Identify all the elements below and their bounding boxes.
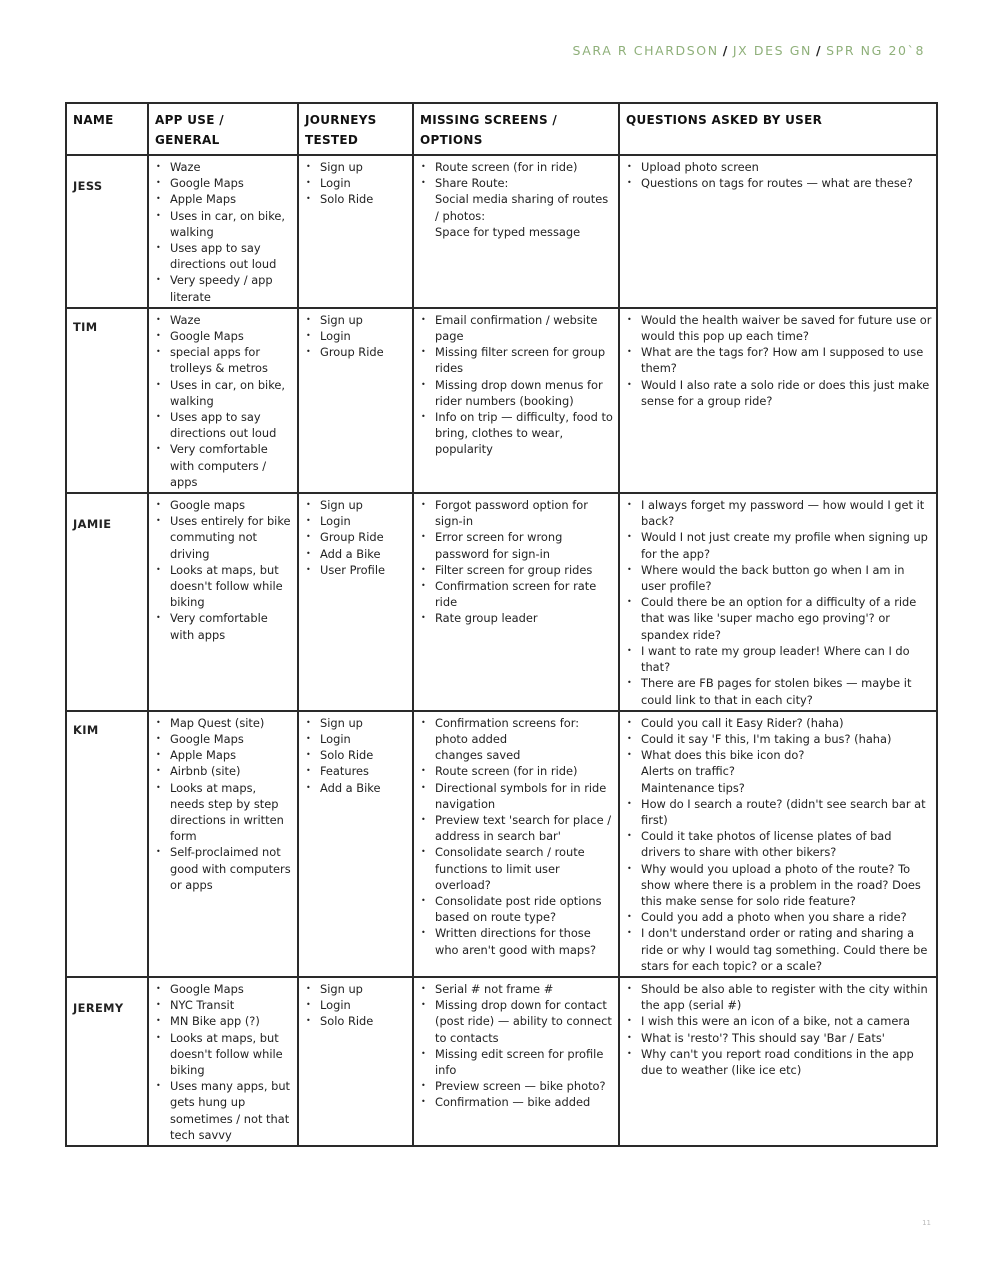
questions-cell — [619, 155, 937, 308]
list-item: • Written directions for those who aren't good with maps? — [419, 925, 614, 957]
list-item: • Apple Maps — [154, 191, 293, 207]
app-use-list — [154, 981, 293, 1143]
app-use-cell — [148, 308, 298, 493]
app-use-list — [154, 497, 293, 643]
questions-list — [625, 497, 932, 708]
participant-name: JESS — [66, 155, 148, 308]
list-item: • Sign up — [304, 312, 408, 328]
list-item: • Login — [304, 175, 408, 191]
missing-screens-list — [419, 981, 614, 1111]
list-item: • Uses many apps, but gets hung up sometimes / not that tech savvy — [154, 1078, 293, 1143]
list-item: • How do I search a route? (didn't see search bar at first) — [625, 796, 932, 828]
list-item: • Login — [304, 731, 408, 747]
table-header-row — [66, 103, 937, 155]
list-item: • Google Maps — [154, 328, 293, 344]
list-item: • Login — [304, 328, 408, 344]
list-item: • Could you add a photo when you share a ride? — [625, 909, 932, 925]
header-separator: / — [815, 43, 823, 58]
list-item: • I always forget my password — how would I get it back? — [625, 497, 932, 529]
questions-cell — [619, 711, 937, 977]
table-row — [66, 711, 937, 977]
list-item: • I want to rate my group leader! Where can I do that? — [625, 643, 932, 675]
journeys-cell — [298, 155, 413, 308]
missing-screens-list — [419, 715, 614, 958]
list-item: • Serial # not frame # — [419, 981, 614, 997]
list-item: • Airbnb (site) — [154, 763, 293, 779]
list-item: • Missing edit screen for profile info — [419, 1046, 614, 1078]
missing-screens-list — [419, 312, 614, 458]
list-item: Maintenance tips? — [641, 780, 745, 795]
list-item: • Preview screen — bike photo? — [419, 1078, 614, 1094]
list-item: • Share Route: — [419, 175, 614, 191]
questions-cell — [619, 977, 937, 1146]
list-item: • Filter screen for group rides — [419, 562, 614, 578]
app-use-cell — [148, 493, 298, 711]
table-row — [66, 977, 937, 1146]
list-item: • Google Maps — [154, 981, 293, 997]
list-item: • Login — [304, 997, 408, 1013]
list-item: • Sign up — [304, 981, 408, 997]
list-item: • NYC Transit — [154, 997, 293, 1013]
list-item: • I don't understand order or rating and sharing a ride or why I would tag something. Could there be stars for each topic? or a scale? — [625, 925, 932, 974]
participant-name: JAMIE — [66, 493, 148, 711]
list-item: changes saved — [435, 748, 521, 763]
list-item: • special apps for trolleys & metros — [154, 344, 293, 376]
column-header-questions: QUESTIONS ASKED BY USER — [619, 103, 937, 155]
questions-list — [625, 981, 932, 1078]
list-item: • Missing filter screen for group rides — [419, 344, 614, 376]
list-item: • What does this bike icon do? — [625, 747, 932, 763]
list-item: • Very comfortable with computers / apps — [154, 441, 293, 490]
journeys-list — [304, 159, 408, 208]
list-item: • Could there be an option for a difficulty of a ride that was like 'super macho ego proving'? or spandex ride? — [625, 594, 932, 643]
list-item: • Missing drop down for contact (post ride) — ability to connect to contacts — [419, 997, 614, 1046]
questions-cell — [619, 308, 937, 493]
list-item: • Uses in car, on bike, walking — [154, 208, 293, 240]
list-item: • Would I also rate a solo ride or does this just make sense for a group ride? — [625, 377, 932, 409]
app-use-cell — [148, 155, 298, 308]
list-item: • Uses in car, on bike, walking — [154, 377, 293, 409]
app-use-cell — [148, 711, 298, 977]
page-header — [573, 43, 926, 58]
list-item: • What are the tags for? How am I supposed to use them? — [625, 344, 932, 376]
list-item: • Email confirmation / website page — [419, 312, 614, 344]
missing-screens-cell — [413, 155, 619, 308]
list-item: • Add a Bike — [304, 546, 408, 562]
list-item: • Looks at maps, but doesn't follow while biking — [154, 562, 293, 611]
list-item: • Solo Ride — [304, 191, 408, 207]
app-use-list — [154, 159, 293, 305]
participant-name: KIM — [66, 711, 148, 977]
list-item: • Google maps — [154, 497, 293, 513]
table-row — [66, 155, 937, 308]
column-header-journeys: JOURNEYS TESTED — [298, 103, 413, 155]
participant-name: TIM — [66, 308, 148, 493]
list-item: • Group Ride — [304, 344, 408, 360]
term-label: SPR NG 20`8 — [826, 43, 925, 58]
list-item: • Route screen (for in ride) — [419, 763, 614, 779]
list-item: • Sign up — [304, 715, 408, 731]
list-item: • Looks at maps, needs step by step directions in written form — [154, 780, 293, 845]
list-item: • Should be also able to register with the city within the app (serial #) — [625, 981, 932, 1013]
list-item: • Waze — [154, 312, 293, 328]
list-item: • Uses entirely for bike commuting not driving — [154, 513, 293, 562]
list-item: photo added — [435, 731, 508, 746]
journeys-cell — [298, 711, 413, 977]
list-item: • Uses app to say directions out loud — [154, 409, 293, 441]
list-item: • Very comfortable with apps — [154, 610, 293, 642]
list-item: • Consolidate post ride options based on route type? — [419, 893, 614, 925]
list-item: • Info on trip — difficulty, food to bring, clothes to wear, popularity — [419, 409, 614, 458]
journeys-list — [304, 981, 408, 1030]
journeys-list — [304, 497, 408, 578]
missing-screens-cell — [413, 977, 619, 1146]
list-item: • Waze — [154, 159, 293, 175]
list-item: • Apple Maps — [154, 747, 293, 763]
list-item: • Preview text 'search for place / address in search bar' — [419, 812, 614, 844]
list-item: • Solo Ride — [304, 747, 408, 763]
list-item: • Could it take photos of license plates of bad drivers to share with other bikers? — [625, 828, 932, 860]
questions-cell — [619, 493, 937, 711]
missing-screens-cell — [413, 308, 619, 493]
questions-list — [625, 312, 932, 409]
column-header-name: NAME — [66, 103, 148, 155]
list-item: Alerts on traffic? — [641, 764, 735, 779]
course-name: JX DES GN — [732, 43, 812, 58]
list-item: • Would I not just create my profile when signing up for the app? — [625, 529, 932, 561]
table-row — [66, 308, 937, 493]
page-number: 11 — [922, 1219, 931, 1227]
list-item: • Sign up — [304, 159, 408, 175]
list-item: • MN Bike app (?) — [154, 1013, 293, 1029]
list-item: • Looks at maps, but doesn't follow while biking — [154, 1030, 293, 1079]
list-item: • Error screen for wrong password for sign-in — [419, 529, 614, 561]
list-item: • Very speedy / app literate — [154, 272, 293, 304]
journeys-cell — [298, 977, 413, 1146]
missing-screens-cell — [413, 493, 619, 711]
list-item: • Why can't you report road conditions in the app due to weather (like ice etc) — [625, 1046, 932, 1078]
list-item: • What is 'resto'? This should say 'Bar / Eats' — [625, 1030, 932, 1046]
list-item: • Features — [304, 763, 408, 779]
author-name: SARA R CHARDSON — [572, 43, 719, 58]
journeys-cell — [298, 493, 413, 711]
list-item: • Would the health waiver be saved for future use or would this pop up each time? — [625, 312, 932, 344]
app-use-list — [154, 312, 293, 490]
list-item: • Add a Bike — [304, 780, 408, 796]
header-separator: / — [722, 43, 729, 58]
column-header-missing: MISSING SCREENS / OPTIONS — [413, 103, 619, 155]
list-item: • There are FB pages for stolen bikes — maybe it could link to that in each city? — [625, 675, 932, 707]
list-item: • Consolidate search / route functions to limit user overload? — [419, 844, 614, 893]
list-item: • Confirmation — bike added — [419, 1094, 614, 1110]
list-item: • Missing drop down menus for rider numbers (booking) — [419, 377, 614, 409]
questions-list — [625, 715, 932, 974]
list-item: • Self-proclaimed not good with computers or apps — [154, 844, 293, 893]
list-item: • Why would you upload a photo of the route? To show where there is a problem in the road? Does this make sense for solo ride feature? — [625, 861, 932, 910]
list-item: • Map Quest (site) — [154, 715, 293, 731]
list-item: • Questions on tags for routes — what are these? — [625, 175, 932, 191]
list-item: • Could it say 'F this, I'm taking a bus? (haha) — [625, 731, 932, 747]
app-use-list — [154, 715, 293, 893]
journeys-list — [304, 715, 408, 796]
list-item: • Rate group leader — [419, 610, 614, 626]
list-item: • User Profile — [304, 562, 408, 578]
list-item: • Confirmation screens for: — [419, 715, 614, 731]
list-item: Space for typed message — [435, 224, 581, 239]
missing-screens-list — [419, 159, 614, 240]
list-item: • Confirmation screen for rate ride — [419, 578, 614, 610]
app-use-cell — [148, 977, 298, 1146]
list-item: • Directional symbols for in ride navigation — [419, 780, 614, 812]
participant-name: JEREMY — [66, 977, 148, 1146]
table-row — [66, 493, 937, 711]
list-item: • Google Maps — [154, 731, 293, 747]
list-item: • Where would the back button go when I am in user profile? — [625, 562, 932, 594]
user-testing-table — [65, 102, 938, 1147]
list-item: • Login — [304, 513, 408, 529]
missing-screens-list — [419, 497, 614, 627]
list-item: • Forgot password option for sign-in — [419, 497, 614, 529]
missing-screens-cell — [413, 711, 619, 977]
list-item: • Could you call it Easy Rider? (haha) — [625, 715, 932, 731]
list-item: Social media sharing of routes / photos: — [435, 192, 609, 223]
list-item: • Uses app to say directions out loud — [154, 240, 293, 272]
list-item: • Solo Ride — [304, 1013, 408, 1029]
list-item: • Google Maps — [154, 175, 293, 191]
journeys-cell — [298, 308, 413, 493]
column-header-app-use: APP USE / GENERAL — [148, 103, 298, 155]
list-item: • Upload photo screen — [625, 159, 932, 175]
questions-list — [625, 159, 932, 191]
list-item: • Route screen (for in ride) — [419, 159, 614, 175]
list-item: • Sign up — [304, 497, 408, 513]
list-item: • Group Ride — [304, 529, 408, 545]
journeys-list — [304, 312, 408, 361]
list-item: • I wish this were an icon of a bike, not a camera — [625, 1013, 932, 1029]
